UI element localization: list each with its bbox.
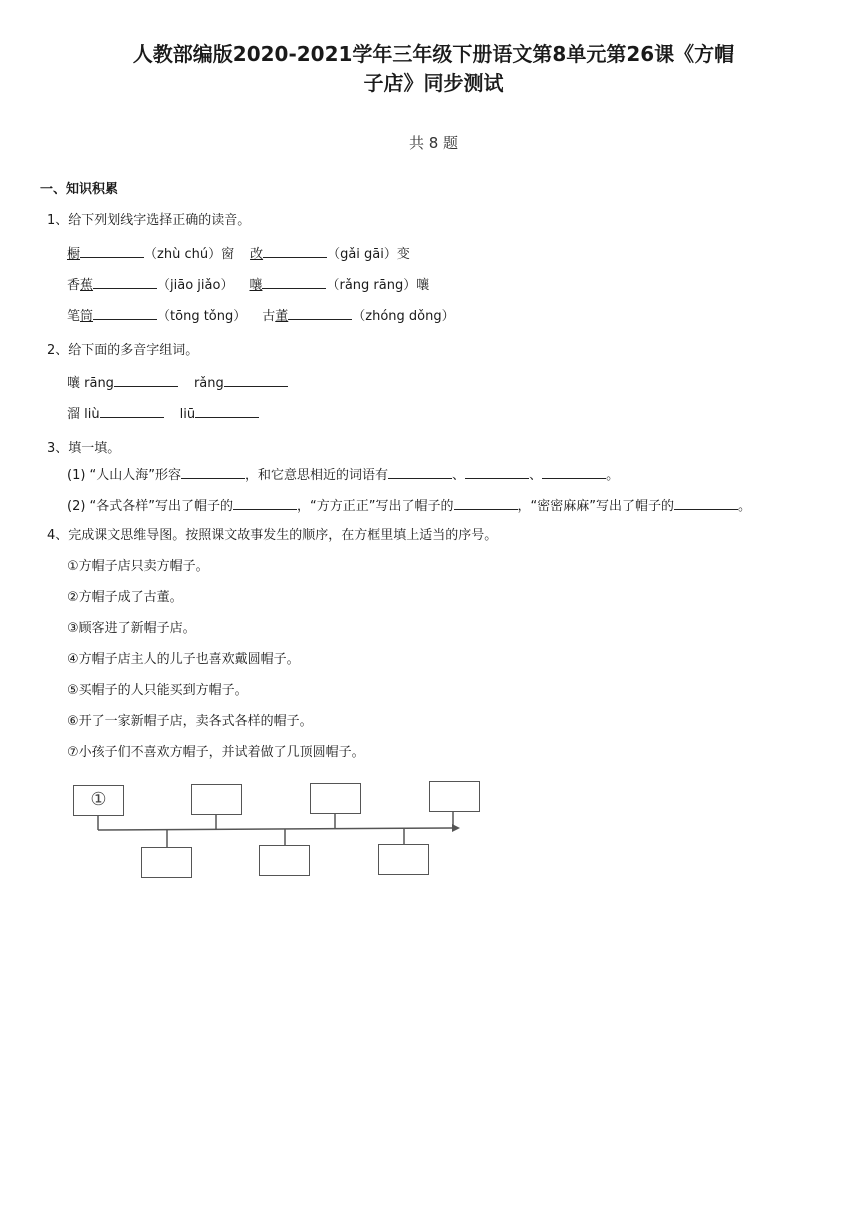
pinyin-options: （tōng tǒng） <box>157 309 247 324</box>
pinyin-options: （jiāo jiǎo） <box>157 278 234 293</box>
mind-map-box-1[interactable] <box>73 785 124 816</box>
event-item: ⑦小孩子们不喜欢方帽子，并试着做了几顶圆帽子。 <box>67 745 365 760</box>
prompt-text: 。 <box>738 499 752 514</box>
underlined-char: 蕉 <box>80 278 94 293</box>
mind-map-box-2[interactable] <box>141 847 192 878</box>
polyphone-reading: 嚷 rāng <box>67 376 114 391</box>
title-line-2: 子店》同步测试 <box>363 71 504 95</box>
title-line-1: 人教部编版2020-2021学年三年级下册语文第8单元第26课《方帽 <box>132 42 735 66</box>
prompt-text: ，“方方正正”写出了帽子的 <box>297 499 454 514</box>
question-count: 共 8 题 <box>408 134 459 152</box>
polyphone-reading: rǎng <box>193 376 224 391</box>
prompt-text: ，“密密麻麻”写出了帽子的 <box>517 499 674 514</box>
underlined-char: 橱 <box>67 247 81 262</box>
word-part: 香 <box>67 278 81 293</box>
underlined-char: 筒 <box>80 309 94 324</box>
event-item: ①方帽子店只卖方帽子。 <box>67 559 209 574</box>
event-item: ⑥开了一家新帽子店，卖各式各样的帽子。 <box>67 714 313 729</box>
prompt-text: ，和它意思相近的词语有 <box>245 468 389 483</box>
box-label: ① <box>90 789 107 810</box>
pinyin-options: （zhù chú）窗 <box>144 247 235 262</box>
pinyin-options: （rǎng rāng）嚷 <box>326 278 430 293</box>
underlined-char: 嚷 <box>249 278 263 293</box>
question-2-stem: 2、给下面的多音字组词。 <box>47 343 199 358</box>
pinyin-options: （zhóng dǒng） <box>352 309 455 324</box>
question-4-stem: 4、完成课文思维导图。按照课文故事发生的顺序，在方框里填上适当的序号。 <box>47 528 498 543</box>
polyphone-reading: 溜 liù <box>67 407 100 422</box>
mind-map-box-4[interactable] <box>259 845 310 876</box>
mind-map-box-7[interactable] <box>429 781 480 812</box>
event-item: ②方帽子成了古董。 <box>67 590 183 605</box>
event-item: ③顾客进了新帽子店。 <box>67 621 196 636</box>
prompt-text: (2) “各式各样”写出了帽子的 <box>67 499 234 514</box>
word-part: 笔 <box>67 309 81 324</box>
prompt-text: 。 <box>606 468 620 483</box>
prompt-text: 、 <box>529 468 543 483</box>
prompt-text: 、 <box>452 468 466 483</box>
section-heading: 一、知识积累 <box>40 182 119 197</box>
event-item: ⑤买帽子的人只能买到方帽子。 <box>67 683 248 698</box>
polyphone-reading: liū <box>179 407 196 422</box>
event-item: ④方帽子店主人的儿子也喜欢戴圆帽子。 <box>67 652 300 667</box>
mind-map-box-3[interactable] <box>191 784 242 815</box>
mind-map-box-5[interactable] <box>310 783 361 814</box>
prompt-text: (1) “人山人海”形容 <box>67 468 182 483</box>
pinyin-options: （gǎi gāi）变 <box>327 247 410 262</box>
word-part: 古 <box>262 309 276 324</box>
underlined-char: 董 <box>275 309 289 324</box>
mind-map-box-6[interactable] <box>378 844 429 875</box>
question-3-stem: 3、填一填。 <box>47 441 121 456</box>
question-1-stem: 1、给下列划线字选择正确的读音。 <box>47 213 251 228</box>
underlined-char: 改 <box>250 247 264 262</box>
